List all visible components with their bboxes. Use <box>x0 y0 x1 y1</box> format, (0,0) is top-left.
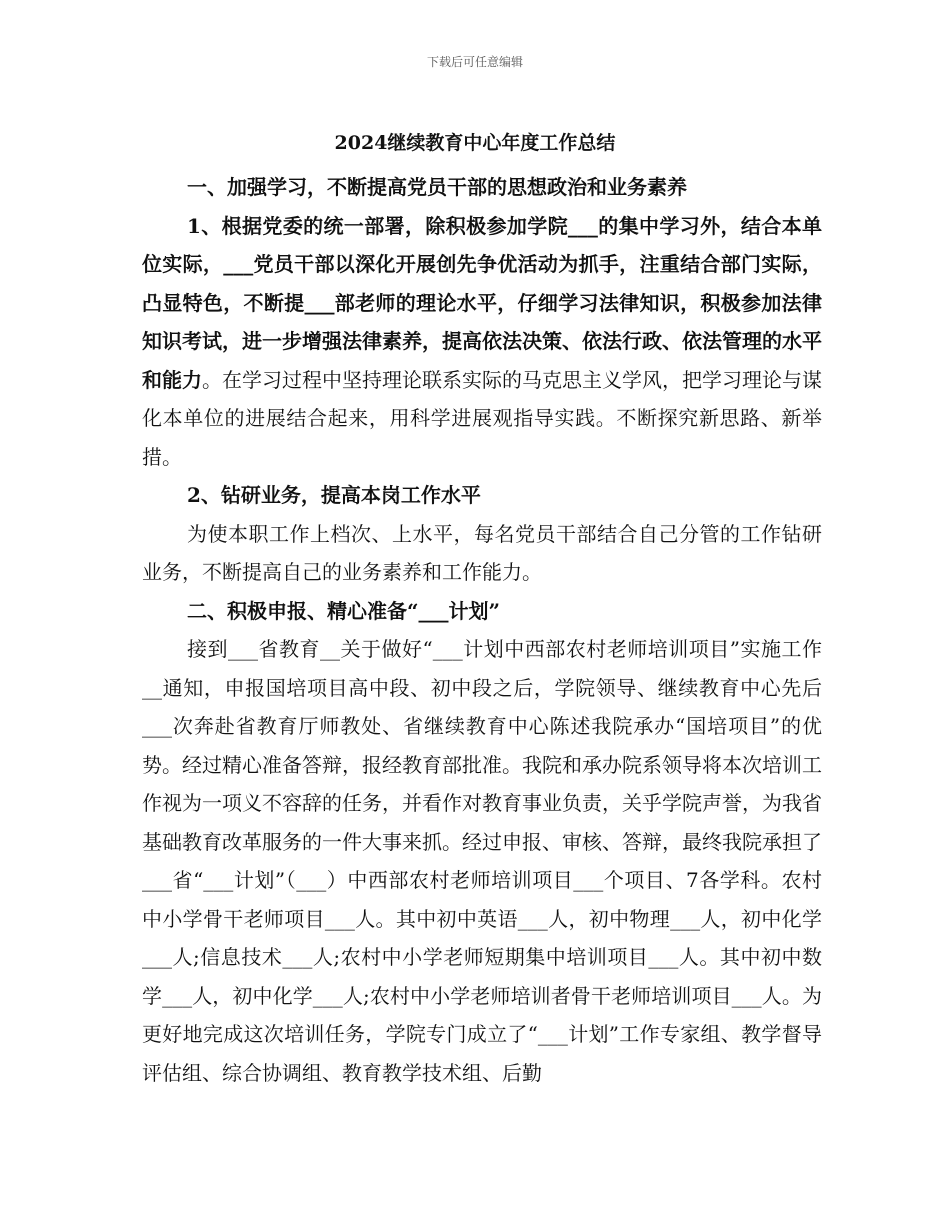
document-title: 2024继续教育中心年度工作总结 <box>334 132 616 154</box>
paragraph-3 <box>142 630 822 1092</box>
page-header-note: 下载后可任意编辑 <box>426 55 523 69</box>
normal-text: 。在学习过程中坚持理论联系实际的马克思主义学风，把学习理论与谋化本单位的进展结合起来，用科学进展观指导实践。不断探究新思路、新举措。 <box>142 367 822 469</box>
section-heading-1 <box>142 168 822 207</box>
section-heading-2 <box>142 592 822 631</box>
bold-text: 1、根据党委的统一部署，除积极参加学院___的集中学习外，结合本单位实际，___党员干部以深化开展创先争优活动为抓手，注重结合部门实际，凸显特色，不断提___部老师的理论水平，仔细学习法律知识，积极参加法律知识考试，进一步增强法律素养，提高依法决策、依法行政、依法管理的水平和能力 <box>142 213 822 392</box>
bold-text: 一、加强学习，不断提高党员干部的思想政治和业务素养 <box>187 175 687 199</box>
bold-text: 二、积极申报、精心准备“___计划” <box>187 598 501 623</box>
paragraph-2 <box>142 515 822 592</box>
paragraph-1 <box>142 207 822 477</box>
normal-text: 接到___省教育__关于做好“___计划中西部农村老师培训项目”实施工作__通知，申报国培项目高中段、初中段之后，学院领导、继续教育中心先后___次奔赴省教育厅师教处、省继续教育中心陈述我院承办“国培项目”的优势。经过精心准备答辩，报经教育部批准。我院和承办院系领导将本次培训工作视为一项义不容辞的任务，并看作对教育事业负责，关乎学院声誉，为我省基础教育改革服务的一件大事来抓。经过申报、审核、答辩，最终我院承担了___省“___计划”（___）中西部农村老师培训项目___个项目、7各学科。农村中小学骨干老师项目___人。其中初中英语___人，初中物理___人，初中化学___人;信息技术___人;农村中小学老师短期集中培训项目___人。其中初中数学___人，初中化学___人;农村中小学老师培训者骨干老师培训项目___人。为更好地完成这次培训任务，学院专门成立了“___计划”工作专家组、教学督导评估组、综合协调组、教育教学技术组、后勤 <box>142 637 822 1085</box>
subheading-2 <box>142 476 822 515</box>
bold-text: 2、钻研业务，提高本岗工作水平 <box>187 483 481 507</box>
document-body <box>142 168 822 1092</box>
normal-text: 为使本职工作上档次、上水平，每名党员干部结合自己分管的工作钻研业务，不断提高自己的业务素养和工作能力。 <box>142 521 822 584</box>
